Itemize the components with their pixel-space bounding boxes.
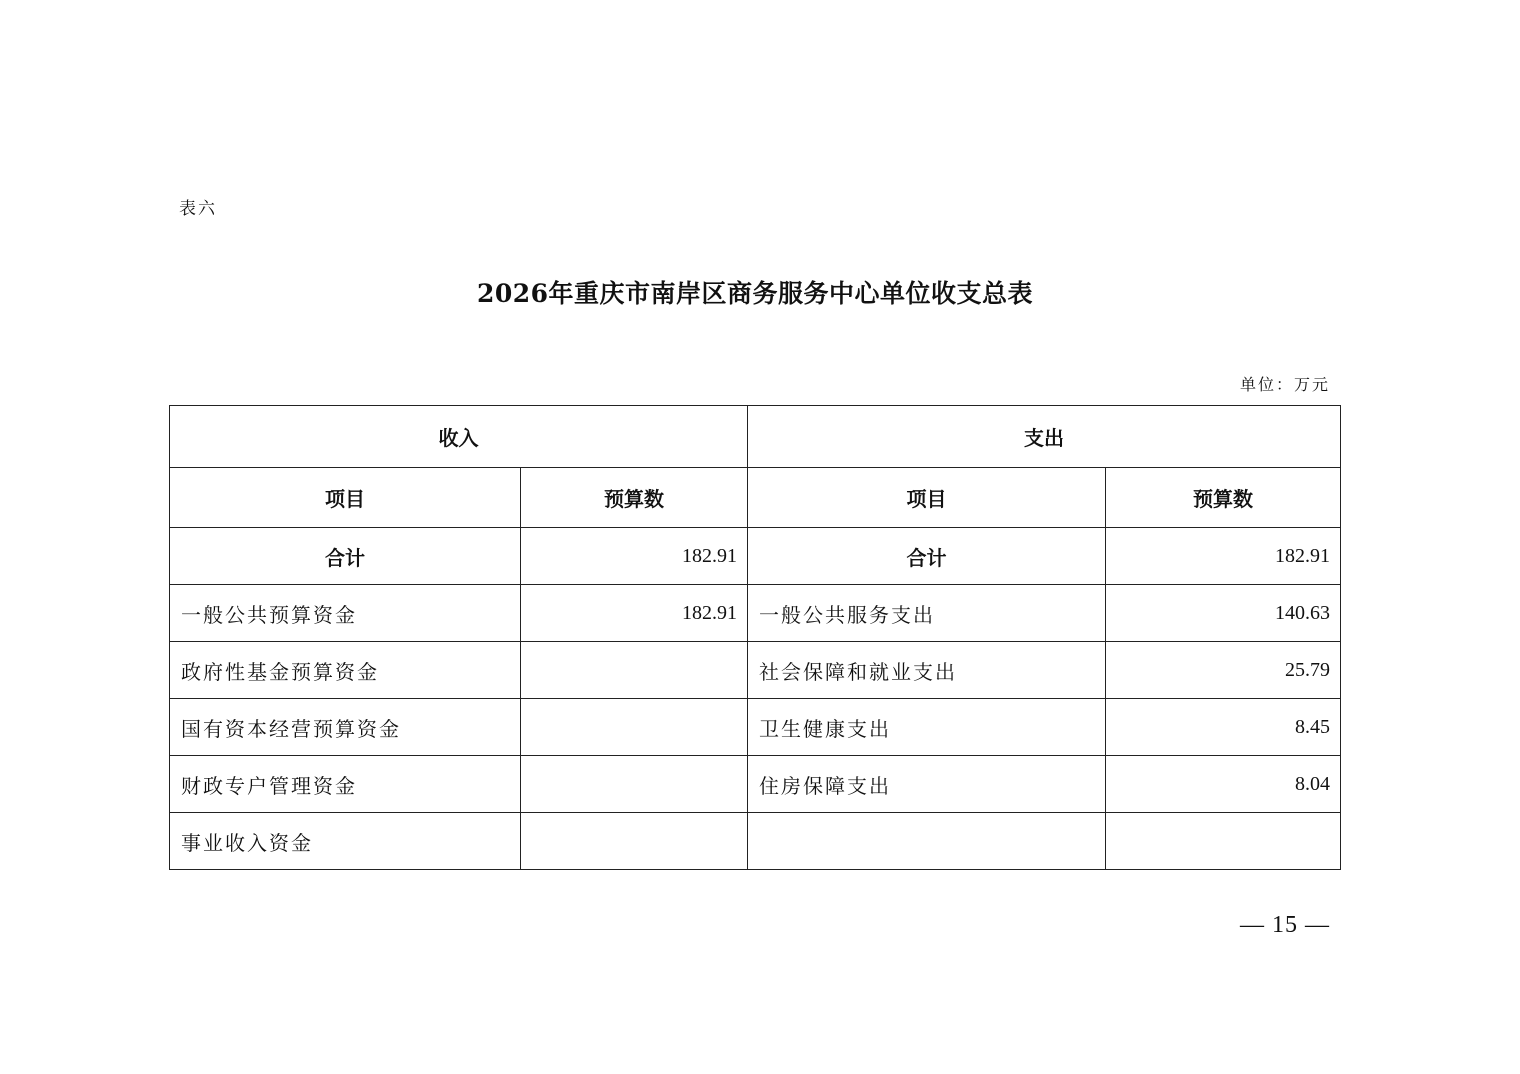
income-value <box>521 813 748 870</box>
table-row <box>170 756 1341 813</box>
expense-budget-header: 预算数 <box>1106 468 1341 528</box>
expense-section-header: 支出 <box>748 406 1341 468</box>
income-value <box>521 699 748 756</box>
expense-value: 8.45 <box>1106 699 1341 756</box>
table-row <box>170 699 1341 756</box>
income-item: 政府性基金预算资金 <box>170 642 521 699</box>
income-item: 一般公共预算资金 <box>170 585 521 642</box>
expense-value: 25.79 <box>1106 642 1341 699</box>
income-total-value: 182.91 <box>521 528 748 585</box>
income-item-header: 项目 <box>170 468 521 528</box>
expense-value <box>1106 813 1341 870</box>
column-header-row <box>170 468 1341 528</box>
budget-summary-table <box>169 405 1341 870</box>
document-title: 2026年重庆市南岸区商务服务中心单位收支总表 <box>476 279 1034 308</box>
expense-total-label: 合计 <box>748 528 1106 585</box>
expense-value: 8.04 <box>1106 756 1341 813</box>
income-section-header: 收入 <box>170 406 748 468</box>
income-item: 事业收入资金 <box>170 813 521 870</box>
expense-total-value: 182.91 <box>1106 528 1341 585</box>
income-total-label: 合计 <box>170 528 521 585</box>
income-item: 财政专户管理资金 <box>170 756 521 813</box>
total-row <box>170 528 1341 585</box>
income-item: 国有资本经营预算资金 <box>170 699 521 756</box>
page-number: — 15 — <box>1240 912 1330 938</box>
expense-item <box>748 813 1106 870</box>
expense-item: 住房保障支出 <box>748 756 1106 813</box>
income-value: 182.91 <box>521 585 748 642</box>
income-value <box>521 642 748 699</box>
income-value <box>521 756 748 813</box>
expense-item: 一般公共服务支出 <box>748 585 1106 642</box>
unit-note: 单位：万元 <box>1239 375 1330 394</box>
section-header-row <box>170 406 1341 468</box>
income-budget-header: 预算数 <box>521 468 748 528</box>
table-row <box>170 585 1341 642</box>
table-row <box>170 813 1341 870</box>
table-row <box>170 642 1341 699</box>
expense-value: 140.63 <box>1106 585 1341 642</box>
expense-item-header: 项目 <box>748 468 1106 528</box>
expense-item: 社会保障和就业支出 <box>748 642 1106 699</box>
table-label: 表六 <box>179 199 217 219</box>
expense-item: 卫生健康支出 <box>748 699 1106 756</box>
